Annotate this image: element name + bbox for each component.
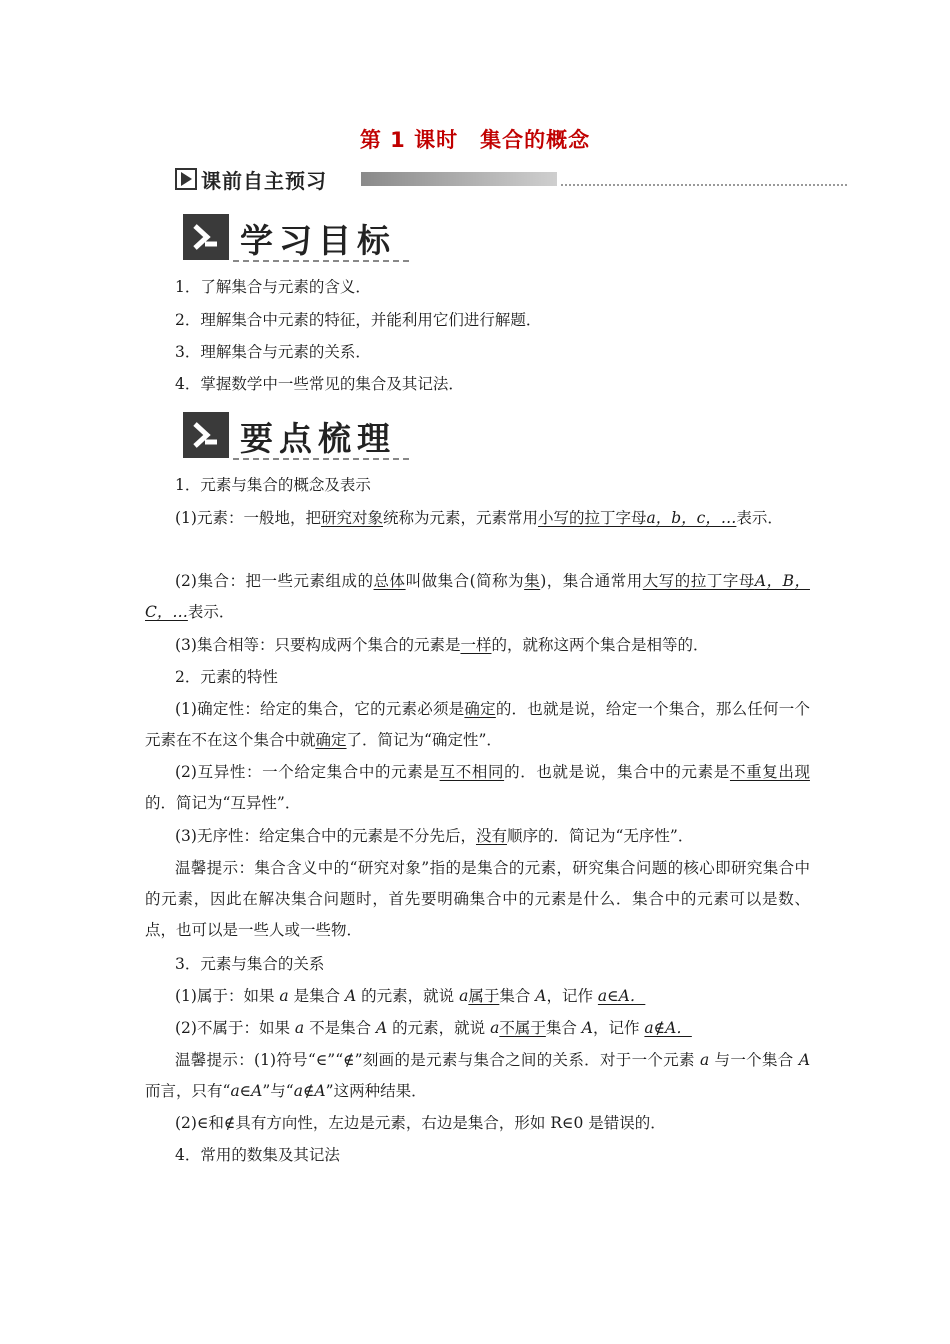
banner-dotted-line: [561, 184, 847, 186]
subheading: 4．常用的数集及其记法: [175, 1146, 340, 1164]
page-title: 第 1 课时 集合的概念: [359, 128, 591, 152]
section-heading-text: 学习目标: [240, 221, 396, 260]
paragraph-set: (2)集合：把一些元素组成的总体叫做集合(简称为集)，集合通常用大写的拉丁字母A，B，C，…表示．: [145, 572, 810, 621]
paragraph-determinacy: (1)确定性：给定的集合，它的元素必须是确定的．也就是说，给定一个集合，那么任何一个元素在不在这个集合中就确定了．简记为“确定性”．: [145, 700, 810, 749]
subheading: 1．元素与集合的概念及表示: [175, 476, 371, 494]
section-heading-text: 要点梳理: [240, 419, 396, 458]
chevron-box-icon: [183, 214, 229, 260]
paragraph-set-equality: (3)集合相等：只要构成两个集合的元素是一样的，就称这两个集合是相等的．: [175, 636, 709, 654]
paragraph-not-belongs: (2)不属于：如果 a 不是集合 A 的元素，就说 a不属于集合 A，记作 a∉A．: [175, 1019, 692, 1037]
play-arrow-icon: [175, 168, 197, 190]
heading-dashed-line: [233, 458, 409, 460]
section-banner: [175, 163, 847, 191]
chevron-right-icon: [191, 420, 221, 450]
heading-dashed-line: [233, 260, 409, 262]
objective-item: 4．掌握数学中一些常见的集合及其记法．: [175, 375, 464, 393]
paragraph-element: (1)元素：一般地，把研究对象统称为元素，元素常用小写的拉丁字母a，b，c，…表示．: [175, 509, 783, 527]
tip-paragraph: 温馨提示：集合含义中的“研究对象”指的是集合的元素，研究集合问题的核心即研究集合中的元素，因此在解决集合问题时，首先要明确集合中的元素是什么．集合中的元素可以是数、点，也可以是一些人或一些物．: [145, 859, 810, 939]
section-heading-key-points: [183, 412, 409, 460]
objective-item: 3．理解集合与元素的关系．: [175, 343, 371, 361]
paragraph-distinctness: (2)互异性：一个给定集合中的元素是互不相同的．也就是说，集合中的元素是不重复出现的．简记为“互异性”．: [145, 763, 810, 812]
paragraph-belongs: (1)属于：如果 a 是集合 A 的元素，就说 a属于集合 A，记作 a∈A．: [175, 987, 646, 1005]
chevron-box-icon: [183, 412, 229, 458]
tip-paragraph: (2)∈和∉具有方向性，左边是元素，右边是集合，形如 R∈0 是错误的．: [175, 1114, 666, 1132]
section-heading-objectives: [183, 214, 409, 262]
objective-item: 1．了解集合与元素的含义．: [175, 278, 371, 296]
objective-item: 2．理解集合中元素的特征，并能利用它们进行解题．: [175, 311, 542, 329]
subheading: 3．元素与集合的关系: [175, 955, 325, 973]
banner-gray-bar: [361, 172, 557, 186]
chevron-right-icon: [191, 222, 221, 252]
paragraph-unordered: (3)无序性：给定集合中的元素是不分先后，没有顺序的．简记为“无序性”．: [175, 827, 694, 845]
banner-text: 课前自主预习: [201, 169, 327, 193]
tip-paragraph: 温馨提示：(1)符号“∈”“∉”刻画的是元素与集合之间的关系．对于一个元素 a 与一个集合 A 而言，只有“a∈A”与“a∉A”这两种结果．: [145, 1051, 811, 1100]
subheading: 2．元素的特性: [175, 668, 278, 686]
